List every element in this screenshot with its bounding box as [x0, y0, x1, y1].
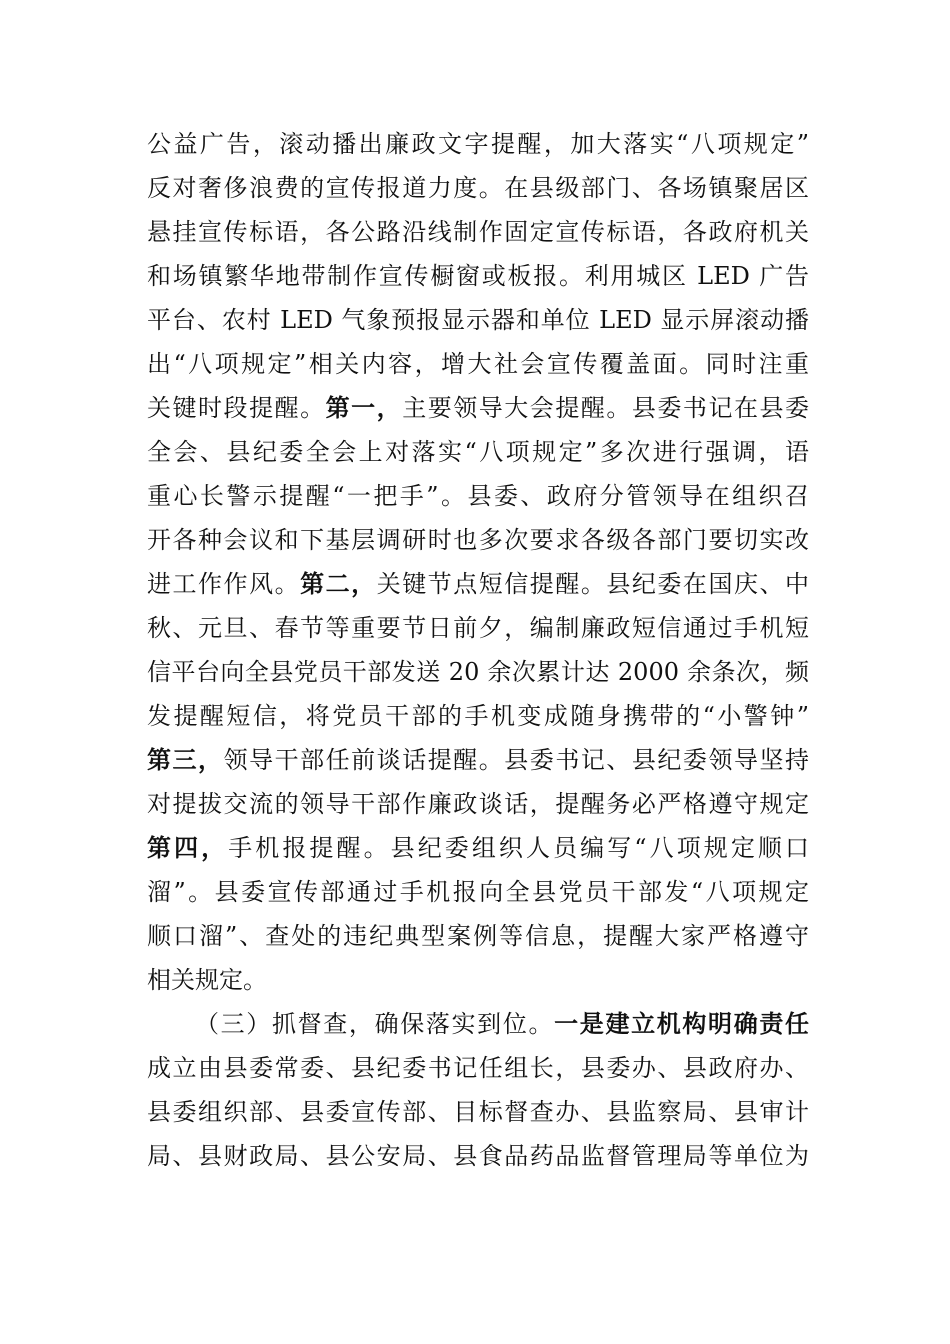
text-run: 领导干部任前谈话提醒。县委书记、县纪委领导坚持: [223, 746, 810, 774]
text-run: 对提拔交流的领导干部作廉政谈话，提醒务必严格遵守规定: [147, 790, 809, 818]
text-run: 出“八项规定”相关内容，增大社会宣传覆盖面。同时注重: [147, 350, 809, 378]
text-line: [147, 386, 809, 430]
text-line: [147, 166, 809, 210]
text-run: 顺口溜”、查处的违纪典型案例等信息，提醒大家严格遵守: [147, 922, 809, 950]
text-run: 反对奢侈浪费的宣传报道力度。在县级部门、各场镇聚居区: [147, 174, 809, 202]
text-line: [147, 1134, 809, 1178]
text-line: [147, 650, 809, 694]
text-line: [147, 782, 809, 826]
text-run: 信平台向全县党员干部发送 20 余次累计达 2000 余条次，频: [147, 658, 809, 686]
text-line: [147, 430, 809, 474]
section-heading-line: [195, 1002, 809, 1046]
text-line: [147, 1046, 809, 1090]
text-run: 重心长警示提醒“一把手”。县委、政府分管领导在组织召: [147, 482, 809, 510]
text-line: [147, 298, 809, 342]
bold-run: 第四，: [147, 833, 229, 862]
text-run: 县委组织部、县委宣传部、目标督查办、县监察局、县审计: [147, 1098, 809, 1126]
bold-run: 第三，: [147, 745, 224, 774]
text-line: [147, 342, 809, 386]
bold-run: 第二，: [300, 569, 377, 598]
text-run: 全会、县纪委全会上对落实“八项规定”多次进行强调，语: [147, 438, 809, 466]
text-run: 手机报提醒。县纪委组织人员编写“八项规定顺口: [228, 834, 809, 862]
text-line: [147, 122, 809, 166]
text-run: 进工作作风。: [147, 570, 301, 598]
text-run: 悬挂宣传标语，各公路沿线制作固定宣传标语，各政府机关: [147, 218, 809, 246]
text-line: [147, 826, 809, 870]
text-run: 局、县财政局、县公安局、县食品药品监督管理局等单位为: [147, 1142, 809, 1170]
section-heading: （三）抓督查，确保落实到位。: [195, 1010, 555, 1038]
bold-run: 第一，: [325, 393, 403, 422]
text-line: [147, 914, 809, 958]
text-run: 关键节点短信提醒。县纪委在国庆、中: [376, 570, 810, 598]
text-run: 溜”。县委宣传部通过手机报向全县党员干部发“八项规定: [147, 878, 809, 906]
text-line: [147, 562, 809, 606]
text-line: [147, 870, 809, 914]
text-run: 秋、元旦、春节等重要节日前夕，编制廉政短信通过手机短: [147, 614, 809, 642]
text-run: 公益广告，滚动播出廉政文字提醒，加大落实“八项规定”: [147, 130, 809, 158]
text-run: 开各种会议和下基层调研时也多次要求各级各部门要切实改: [147, 526, 809, 554]
text-line: [147, 606, 809, 650]
text-line: [147, 1090, 809, 1134]
bold-run: 一是建立机构明确责任: [554, 1009, 810, 1038]
text-run: 相关规定。: [147, 966, 267, 994]
text-run: 主要领导大会提醒。县委书记在县委: [402, 394, 810, 422]
text-run: 和场镇繁华地带制作宣传橱窗或板报。利用城区 LED 广告: [147, 262, 809, 290]
text-line: [147, 694, 809, 738]
text-line: [147, 254, 809, 298]
text-line: [147, 518, 809, 562]
text-run: 发提醒短信，将党员干部的手机变成随身携带的“小警钟”: [147, 702, 809, 730]
text-run: 关键时段提醒。: [147, 394, 326, 422]
text-line: [147, 210, 809, 254]
text-run: 成立由县委常委、县纪委书记任组长，县委办、县政府办、: [147, 1054, 809, 1082]
text-line: [147, 738, 809, 782]
text-line: [147, 958, 809, 1002]
text-line: [147, 474, 809, 518]
text-run: 平台、农村 LED 气象预报显示器和单位 LED 显示屏滚动播: [147, 306, 809, 334]
